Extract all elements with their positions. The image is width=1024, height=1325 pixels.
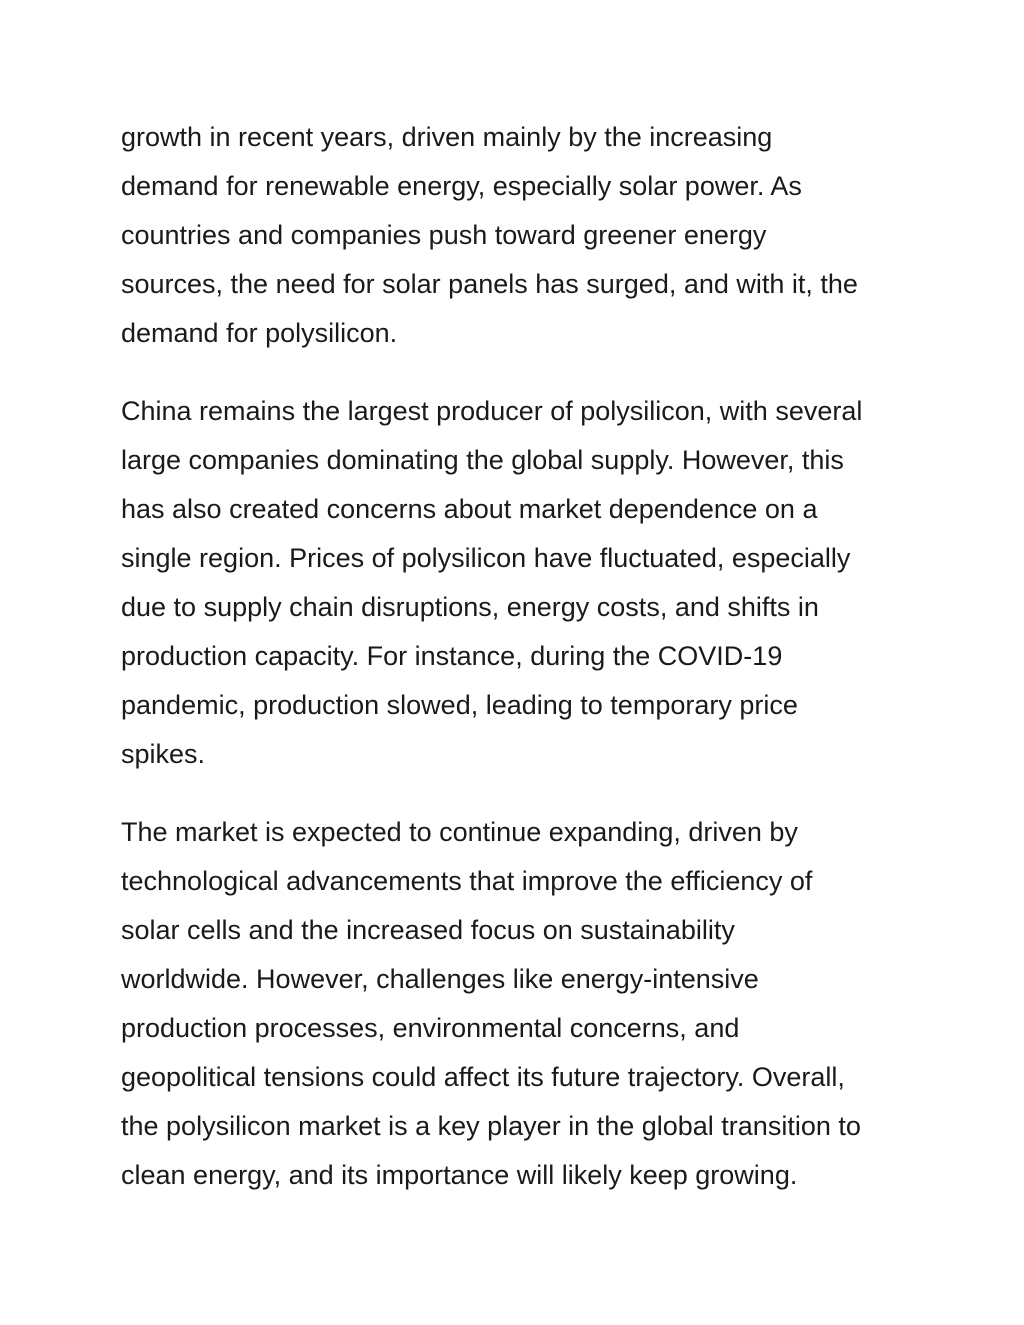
text-line: has also created concerns about market dependence on a [121, 494, 818, 524]
text-line: production processes, environmental concerns, and [121, 1013, 740, 1043]
text-line: the polysilicon market is a key player in the global transition to [121, 1111, 861, 1141]
text-line: due to supply chain disruptions, energy costs, and shifts in [121, 592, 819, 622]
text-line: demand for polysilicon. [121, 318, 398, 348]
text-line: single region. Prices of polysilicon have fluctuated, especially [121, 543, 851, 573]
text-line: countries and companies push toward greener energy [121, 220, 767, 250]
text-line: production capacity. For instance, during the COVID-19 [121, 641, 783, 671]
paragraph-market-growth [121, 113, 921, 358]
paragraph-market-outlook [121, 808, 921, 1200]
text-line: geopolitical tensions could affect its future trajectory. Overall, [121, 1062, 845, 1092]
text-line: pandemic, production slowed, leading to temporary price [121, 690, 798, 720]
text-line: large companies dominating the global supply. However, this [121, 445, 844, 475]
document-body [121, 113, 921, 1229]
paragraph-china-production [121, 387, 921, 779]
text-line: worldwide. However, challenges like energy-intensive [121, 964, 759, 994]
text-line: growth in recent years, driven mainly by the increasing [121, 122, 773, 152]
text-line: clean energy, and its importance will likely keep growing. [121, 1160, 798, 1190]
text-line: sources, the need for solar panels has surged, and with it, the [121, 269, 858, 299]
text-line: demand for renewable energy, especially solar power. As [121, 171, 802, 201]
text-line: technological advancements that improve the efficiency of [121, 866, 813, 896]
text-line: China remains the largest producer of polysilicon, with several [121, 396, 863, 426]
text-line: spikes. [121, 739, 206, 769]
text-line: The market is expected to continue expanding, driven by [121, 817, 798, 847]
text-line: solar cells and the increased focus on sustainability [121, 915, 735, 945]
